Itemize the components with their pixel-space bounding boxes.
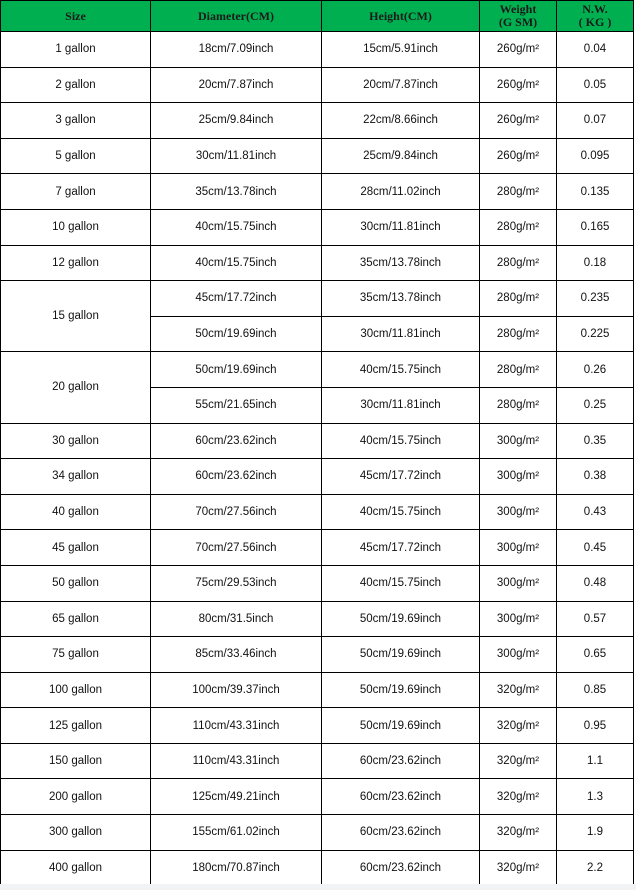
cell-size: 65 gallon <box>1 601 151 637</box>
header-weight-line1: Weight <box>499 2 537 16</box>
cell-size: 30 gallon <box>1 423 151 459</box>
cell-diameter: 85cm/33.46inch <box>151 637 322 673</box>
cell-nw: 0.25 <box>557 387 634 423</box>
cell-diameter: 25cm/9.84inch <box>151 103 322 139</box>
cell-size: 400 gallon <box>1 850 151 886</box>
table-row <box>1 850 634 886</box>
header-size: Size <box>1 1 151 32</box>
cell-weight: 280g/m² <box>480 352 557 388</box>
cell-nw: 0.35 <box>557 423 634 459</box>
table-row <box>1 815 634 851</box>
cell-nw: 1.3 <box>557 779 634 815</box>
cell-nw: 1.1 <box>557 743 634 779</box>
header-weight <box>480 1 557 32</box>
cell-nw: 0.43 <box>557 494 634 530</box>
table-row <box>1 459 634 495</box>
cell-weight: 280g/m² <box>480 174 557 210</box>
cell-height: 45cm/17.72inch <box>322 459 480 495</box>
table-row <box>1 743 634 779</box>
cell-weight: 300g/m² <box>480 494 557 530</box>
table-row <box>1 708 634 744</box>
table-row <box>1 32 634 68</box>
table-row <box>1 494 634 530</box>
cell-weight: 260g/m² <box>480 103 557 139</box>
cell-diameter: 80cm/31.5inch <box>151 601 322 637</box>
cell-diameter: 75cm/29.53inch <box>151 565 322 601</box>
cell-diameter: 180cm/70.87inch <box>151 850 322 886</box>
table-row <box>1 67 634 103</box>
table-row <box>1 103 634 139</box>
cell-nw: 0.165 <box>557 209 634 245</box>
cell-nw: 0.05 <box>557 67 634 103</box>
cell-nw: 0.38 <box>557 459 634 495</box>
cell-height: 15cm/5.91inch <box>322 32 480 68</box>
cell-height: 60cm/23.62inch <box>322 850 480 886</box>
cell-size: 50 gallon <box>1 565 151 601</box>
header-nw-line1: N.W. <box>582 2 608 16</box>
table-row <box>1 779 634 815</box>
header-row <box>1 1 634 32</box>
table-row <box>1 423 634 459</box>
cell-size: 7 gallon <box>1 174 151 210</box>
cell-size: 150 gallon <box>1 743 151 779</box>
cell-height: 28cm/11.02inch <box>322 174 480 210</box>
cell-diameter: 70cm/27.56inch <box>151 494 322 530</box>
table-row <box>1 138 634 174</box>
table-row <box>1 637 634 673</box>
cell-nw: 0.57 <box>557 601 634 637</box>
cell-size: 75 gallon <box>1 637 151 673</box>
cell-weight: 320g/m² <box>480 815 557 851</box>
cell-height: 20cm/7.87inch <box>322 67 480 103</box>
cell-diameter: 55cm/21.65inch <box>151 387 322 423</box>
table-row <box>1 174 634 210</box>
header-nw <box>557 1 634 32</box>
cell-weight: 320g/m² <box>480 850 557 886</box>
table-row <box>1 352 634 388</box>
cell-diameter: 155cm/61.02inch <box>151 815 322 851</box>
cell-diameter: 20cm/7.87inch <box>151 67 322 103</box>
table-row <box>1 245 634 281</box>
cell-size: 3 gallon <box>1 103 151 139</box>
cell-size: 100 gallon <box>1 672 151 708</box>
cell-diameter: 60cm/23.62inch <box>151 459 322 495</box>
cell-height: 30cm/11.81inch <box>322 316 480 352</box>
cell-height: 40cm/15.75inch <box>322 423 480 459</box>
cell-height: 45cm/17.72inch <box>322 530 480 566</box>
cell-nw: 0.04 <box>557 32 634 68</box>
cell-size: 15 gallon <box>1 281 151 352</box>
cell-height: 35cm/13.78inch <box>322 245 480 281</box>
cell-weight: 300g/m² <box>480 637 557 673</box>
cell-size: 1 gallon <box>1 32 151 68</box>
cell-diameter: 70cm/27.56inch <box>151 530 322 566</box>
cell-diameter: 30cm/11.81inch <box>151 138 322 174</box>
cell-height: 22cm/8.66inch <box>322 103 480 139</box>
cell-height: 50cm/19.69inch <box>322 672 480 708</box>
table-row <box>1 565 634 601</box>
cell-height: 50cm/19.69inch <box>322 708 480 744</box>
cell-diameter: 50cm/19.69inch <box>151 316 322 352</box>
cell-weight: 280g/m² <box>480 245 557 281</box>
cell-size: 40 gallon <box>1 494 151 530</box>
cell-diameter: 100cm/39.37inch <box>151 672 322 708</box>
cell-diameter: 18cm/7.09inch <box>151 32 322 68</box>
cell-nw: 0.95 <box>557 708 634 744</box>
cell-size: 45 gallon <box>1 530 151 566</box>
cell-height: 60cm/23.62inch <box>322 815 480 851</box>
table-row <box>1 281 634 317</box>
cell-nw: 0.095 <box>557 138 634 174</box>
cell-nw: 0.48 <box>557 565 634 601</box>
cell-weight: 280g/m² <box>480 281 557 317</box>
header-diameter: Diameter(CM) <box>151 1 322 32</box>
table-header <box>1 1 634 32</box>
cell-diameter: 45cm/17.72inch <box>151 281 322 317</box>
cell-diameter: 40cm/15.75inch <box>151 209 322 245</box>
cell-height: 60cm/23.62inch <box>322 743 480 779</box>
cell-nw: 0.18 <box>557 245 634 281</box>
cell-weight: 300g/m² <box>480 459 557 495</box>
cell-height: 30cm/11.81inch <box>322 387 480 423</box>
cell-weight: 320g/m² <box>480 743 557 779</box>
cell-height: 30cm/11.81inch <box>322 209 480 245</box>
cell-weight: 280g/m² <box>480 209 557 245</box>
table-row <box>1 672 634 708</box>
cell-weight: 300g/m² <box>480 530 557 566</box>
table-body <box>1 32 634 886</box>
cell-height: 50cm/19.69inch <box>322 601 480 637</box>
bottom-strip <box>0 884 636 890</box>
cell-diameter: 35cm/13.78inch <box>151 174 322 210</box>
cell-weight: 260g/m² <box>480 67 557 103</box>
cell-nw: 0.45 <box>557 530 634 566</box>
cell-height: 40cm/15.75inch <box>322 494 480 530</box>
cell-height: 60cm/23.62inch <box>322 779 480 815</box>
cell-size: 300 gallon <box>1 815 151 851</box>
cell-height: 50cm/19.69inch <box>322 637 480 673</box>
cell-diameter: 110cm/43.31inch <box>151 743 322 779</box>
table-row <box>1 530 634 566</box>
cell-height: 40cm/15.75inch <box>322 565 480 601</box>
cell-weight: 300g/m² <box>480 423 557 459</box>
cell-height: 40cm/15.75inch <box>322 352 480 388</box>
cell-nw: 0.225 <box>557 316 634 352</box>
cell-nw: 0.07 <box>557 103 634 139</box>
cell-nw: 1.9 <box>557 815 634 851</box>
cell-weight: 260g/m² <box>480 32 557 68</box>
cell-weight: 320g/m² <box>480 779 557 815</box>
cell-weight: 280g/m² <box>480 387 557 423</box>
header-nw-line2: ( KG ) <box>578 15 612 29</box>
cell-height: 35cm/13.78inch <box>322 281 480 317</box>
cell-nw: 2.2 <box>557 850 634 886</box>
header-weight-line2: (G SM) <box>498 15 538 29</box>
cell-diameter: 50cm/19.69inch <box>151 352 322 388</box>
cell-nw: 0.235 <box>557 281 634 317</box>
cell-diameter: 60cm/23.62inch <box>151 423 322 459</box>
cell-diameter: 110cm/43.31inch <box>151 708 322 744</box>
cell-weight: 320g/m² <box>480 672 557 708</box>
cell-nw: 0.85 <box>557 672 634 708</box>
cell-nw: 0.26 <box>557 352 634 388</box>
cell-weight: 300g/m² <box>480 565 557 601</box>
cell-nw: 0.135 <box>557 174 634 210</box>
cell-size: 125 gallon <box>1 708 151 744</box>
cell-weight: 300g/m² <box>480 601 557 637</box>
cell-diameter: 40cm/15.75inch <box>151 245 322 281</box>
cell-size: 5 gallon <box>1 138 151 174</box>
table-row <box>1 601 634 637</box>
header-height: Height(CM) <box>322 1 480 32</box>
cell-size: 20 gallon <box>1 352 151 423</box>
cell-size: 200 gallon <box>1 779 151 815</box>
cell-height: 25cm/9.84inch <box>322 138 480 174</box>
cell-weight: 280g/m² <box>480 316 557 352</box>
cell-size: 34 gallon <box>1 459 151 495</box>
cell-size: 12 gallon <box>1 245 151 281</box>
table-row <box>1 209 634 245</box>
cell-diameter: 125cm/49.21inch <box>151 779 322 815</box>
cell-size: 10 gallon <box>1 209 151 245</box>
cell-nw: 0.65 <box>557 637 634 673</box>
cell-weight: 260g/m² <box>480 138 557 174</box>
cell-size: 2 gallon <box>1 67 151 103</box>
cell-weight: 320g/m² <box>480 708 557 744</box>
